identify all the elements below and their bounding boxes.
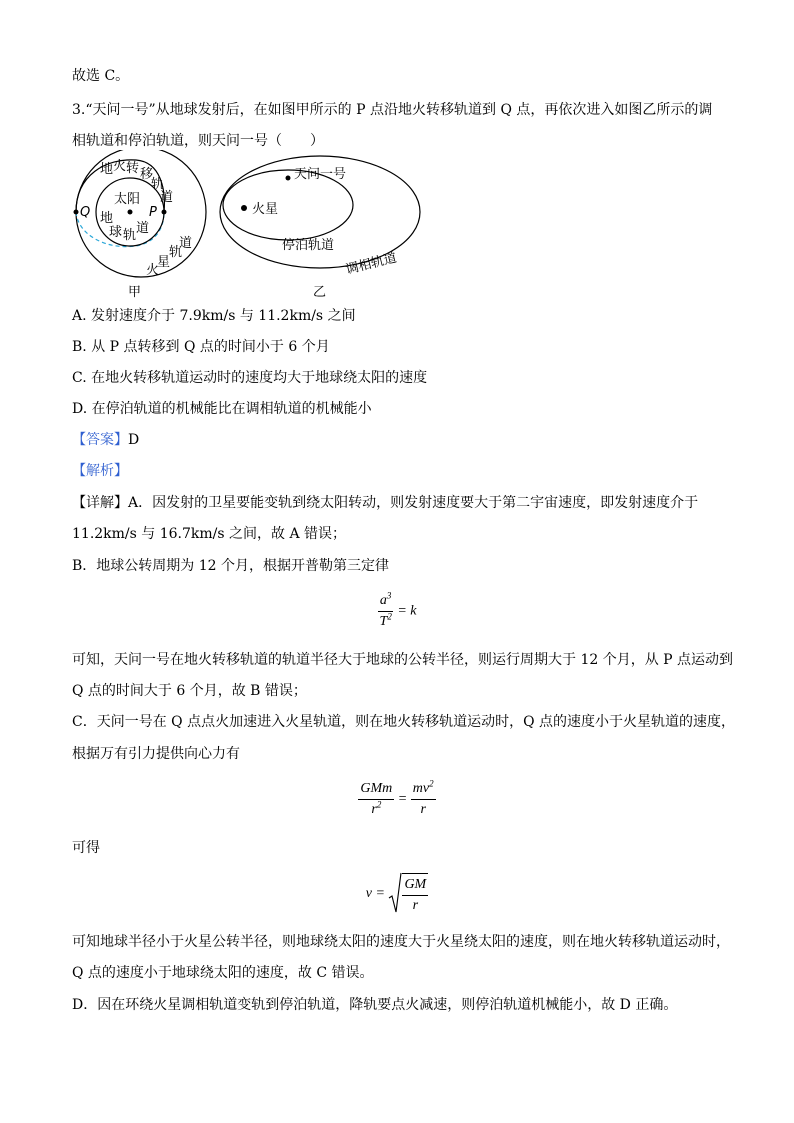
detail-line-9: 可知地球半径小于火星公转半径，则地球绕太阳的速度大于火星绕太阳的速度，则在地火转移轨道运动时， (72, 934, 730, 950)
kepler-num-sup: 3 (386, 590, 392, 601)
caption-jia: 甲 (128, 285, 142, 300)
detail-line-5: Q 点的时间大于 6 个月，故 B 错误； (72, 683, 307, 699)
kepler-num: a (379, 593, 387, 608)
label-mars-0: 火 (146, 263, 160, 278)
detail-line-1: 【详解】A．因发射的卫星要能变轨到绕太阳转动，则发射速度要大于第二宇宙速度，即发射速度介于 (72, 495, 699, 511)
detail-line-7: 根据万有引力提供向心力有 (72, 746, 240, 762)
velocity-lhs: v = (365, 886, 385, 902)
label-transfer-2: 转 (126, 161, 140, 176)
label-mars-1: 星 (157, 255, 171, 270)
sqrt-sign (388, 872, 402, 916)
label-probe: 天问一号 (294, 167, 347, 182)
figure-yi (210, 150, 430, 300)
velocity-num: GM (402, 876, 428, 896)
label-transfer-5: 道 (160, 190, 174, 205)
detail-line-6: C．天问一号在 Q 点点火加速进入火星轨道，则在地火转移轨道运动时，Q 点的速度小于火星轨道的速度， (72, 714, 736, 730)
detail-line-2: 11.2km/s 与 16.7km/s 之间，故 A 错误； (72, 526, 347, 542)
point-q-dot (74, 210, 79, 215)
answer-tag: 【答案】 (72, 432, 128, 448)
gravity-eq: = (397, 791, 408, 807)
label-mars-2: 轨 (169, 245, 183, 260)
option-d: D. 在停泊轨道的机械能比在调相轨道的机械能小 (72, 401, 372, 417)
kepler-den-sup: 2 (387, 611, 392, 622)
gravity-rnum: mv (412, 781, 430, 796)
label-q: Q (80, 205, 91, 220)
label-mars: 火星 (252, 202, 279, 217)
detail-line-4: 可知，天问一号在地火转移轨道的轨道半径大于地球的公转半径，则运行周期大于 12 个月，从 P 点运动到 (72, 652, 734, 668)
label-transfer-1: 火 (113, 159, 127, 174)
answer-value: D (128, 432, 140, 448)
label-transfer-4: 轨 (151, 177, 165, 192)
gravity-rnum-sup: 2 (429, 778, 434, 789)
option-a: A. 发射速度介于 7.9km/s 与 11.2km/s 之间 (72, 308, 356, 324)
probe-dot (286, 176, 291, 181)
label-mars-3: 道 (179, 236, 193, 251)
answer-line (72, 430, 734, 450)
gravity-lden: r (371, 802, 377, 817)
analysis-tag: 【解析】 (72, 463, 128, 479)
kepler-rhs: = k (397, 603, 417, 619)
label-earth-3: 道 (136, 221, 150, 236)
detail-line-10: Q 点的速度小于地球绕太阳的速度，故 C 错误。 (72, 965, 374, 981)
kepler-den: T (379, 614, 388, 629)
detail-line-8: 可得 (72, 840, 100, 856)
prev-conclusion: 故选 C。 (72, 68, 130, 84)
label-sun: 太阳 (114, 192, 141, 207)
option-b: B. 从 P 点转移到 Q 点的时间小于 6 个月 (72, 339, 330, 355)
question-3-line-1: 3.“天问一号”从地球发射后，在如图甲所示的 P 点沿地火转移轨道到 Q 点，再依次进入如图乙所示的调 (72, 102, 713, 118)
equation-gravity (0, 780, 794, 819)
detail-line-3: B．地球公转周期为 12 个月，根据开普勒第三定律 (72, 558, 390, 574)
gravity-rden: r (420, 802, 426, 817)
point-p-dot (162, 210, 167, 215)
question-3-line-2: 相轨道和停泊轨道，则天问一号（ ） (72, 133, 324, 149)
caption-yi: 乙 (313, 285, 327, 300)
sun-dot (128, 210, 133, 215)
mars-dot (241, 205, 247, 211)
label-p: P (149, 205, 157, 220)
equation-kepler (0, 592, 794, 631)
gravity-lden-sup: 2 (376, 799, 382, 810)
option-c: C. 在地火转移轨道运动时的速度均大于地球绕太阳的速度 (72, 370, 428, 386)
label-transfer-3: 移 (140, 167, 154, 182)
label-earth-1: 球 (109, 225, 123, 240)
label-parking-orbit: 停泊轨道 (282, 238, 335, 253)
label-transfer-0: 地 (100, 162, 114, 177)
equation-velocity (0, 872, 794, 916)
label-earth-2: 轨 (123, 228, 137, 243)
velocity-den: r (412, 898, 419, 913)
label-earth-0: 地 (100, 211, 114, 226)
figure-jia (66, 150, 216, 300)
gravity-lnum: GMm (358, 780, 394, 800)
detail-line-11: D．因在环绕火星调相轨道变轨到停泊轨道，降轨要点火减速，则停泊轨道机械能小，故 D 正确。 (72, 997, 678, 1013)
label-phasing-orbit: 调相轨道 (344, 250, 399, 278)
